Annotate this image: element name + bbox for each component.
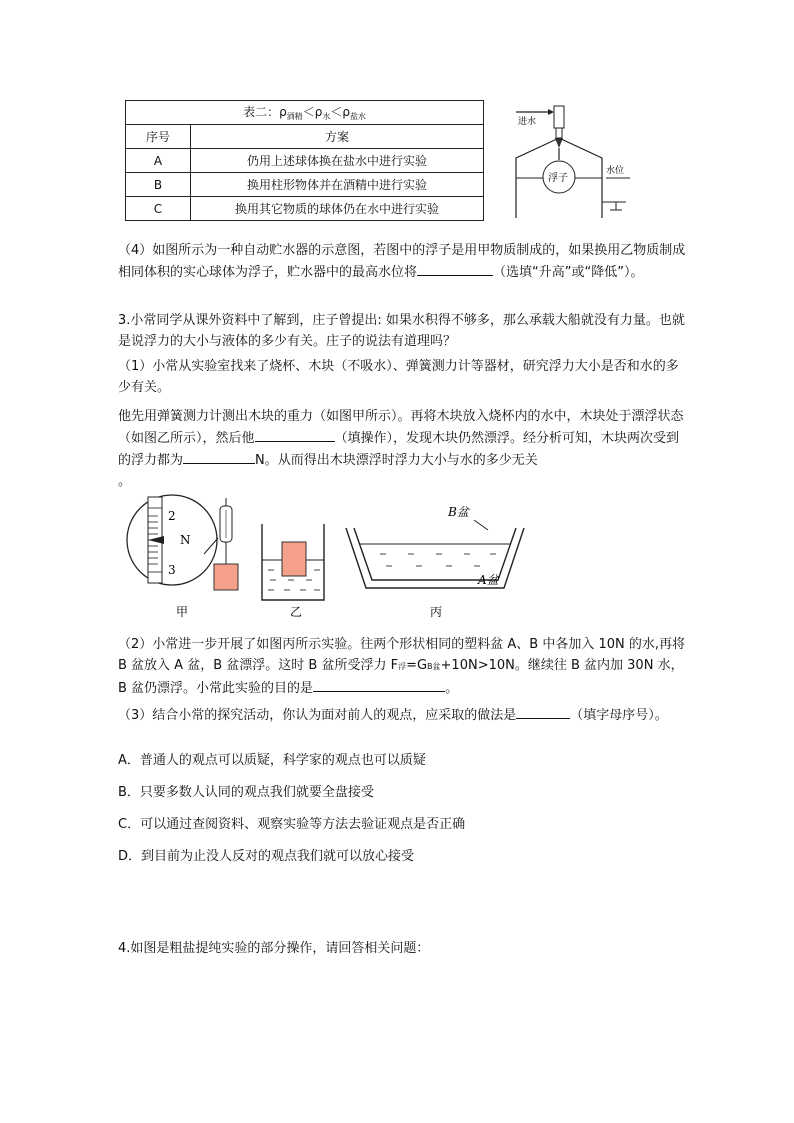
reservoir-diagram: [508, 100, 648, 218]
label-yi: 乙: [290, 605, 303, 619]
purpose-blank[interactable]: [313, 677, 445, 692]
p3c: +10N>10N。继续往 B 盆内加 30N 水，B 盆仍漂浮。小常此实验的目的是: [118, 658, 684, 696]
p2b: （填操作），发现木块仍然漂浮。经分析可知，木块两次受到的浮力都为: [118, 431, 680, 468]
question-3-part-3: [118, 704, 686, 726]
option-a: A．普通人的观点可以质疑，科学家的观点也可以质疑: [118, 753, 426, 768]
question-3-part-1: （1）小常从实验室找来了烧杯、木块（不吸水）、弹簧测力计等器材，研究浮力大小是否和水的多少有关。: [118, 359, 679, 395]
table-header-row: [126, 125, 484, 149]
inlet-label: 进水: [518, 117, 537, 127]
sub-alcohol: 酒精: [286, 112, 303, 121]
label-B-basin: B盆: [448, 505, 469, 519]
float-label: 浮子: [548, 173, 568, 184]
buoyancy-blank[interactable]: [183, 449, 255, 464]
option-b: B．只要多数人认同的观点我们就要全盘接受: [118, 785, 374, 800]
table-row: [126, 173, 484, 197]
water-level-label: 水位: [606, 166, 625, 176]
tick-3: 3: [168, 563, 176, 577]
figure-jia: [127, 495, 238, 619]
q4-text: （4）如图所示为一种自动贮水器的示意图，若图中的浮子是用甲物质制成的，如果换用乙物质制成相同体积的实心球体为浮子，贮水器中的最高水位将: [118, 243, 686, 280]
p3d: 。: [445, 681, 459, 696]
row-no: B: [126, 173, 191, 197]
table-2: [125, 100, 484, 221]
sub-brine: 盐水: [349, 112, 366, 121]
p4b: （填字母序号）。: [570, 708, 668, 723]
label-jia: 甲: [176, 605, 189, 619]
table-row: [126, 197, 484, 221]
question-3-part-2: [118, 634, 686, 699]
p2d: 。: [118, 474, 132, 489]
wood-block-yi: [282, 542, 306, 576]
p3a: （2）小常进一步开展了如图丙所示实验。往两个形状相同的塑料盆 A、B 中各加入 10N 的水,再将 B 盆放入 A 盆，B 盆漂浮。这时 B 盆所受浮力 F: [118, 637, 686, 673]
choice-blank[interactable]: [516, 704, 570, 719]
wood-block-jia: [214, 564, 238, 590]
p2c: N。从而得出木块漂浮时浮力大小与水的多少无关: [255, 453, 538, 468]
label-A-basin: A盆: [478, 573, 499, 587]
p3-sub-B: B盆: [427, 662, 441, 671]
question-4-part: [118, 240, 686, 283]
row-no: C: [126, 197, 191, 221]
row-no: A: [126, 149, 191, 173]
sub-water: 水: [322, 112, 331, 121]
figure-bing: [346, 505, 524, 619]
lt-1: ＜ρ: [302, 105, 323, 119]
p3b: =G: [406, 658, 428, 673]
row-plan: 仍用上述球体换在盐水中进行实验: [191, 149, 484, 173]
lt-2: ＜ρ: [330, 105, 350, 119]
label-bing: 丙: [430, 605, 443, 619]
table-row: [126, 149, 484, 173]
question-4: 4.如图是粗盐提纯实验的部分操作，请回答相关问题：: [118, 941, 430, 956]
row-plan: 换用柱形物体并在酒精中进行实验: [191, 173, 484, 197]
row-plan: 换用其它物质的球体仍在水中进行实验: [191, 197, 484, 221]
table-title: [126, 101, 484, 125]
p4a: （3）结合小常的探究活动，你认为面对前人的观点，应采取的做法是: [118, 708, 517, 723]
experiment-figures: [118, 492, 538, 620]
tick-2: 2: [168, 509, 176, 523]
title-prefix: 表二：ρ: [243, 105, 287, 119]
p2a: 他先用弹簧测力计测出木块的重力（如图甲所示）。再将木块放入烧杯内的水中，木块处于漂浮状态（如图乙所示），然后他: [118, 409, 684, 446]
operation-blank[interactable]: [255, 427, 335, 442]
option-c: C．可以通过查阅资料、观察实验等方法去验证观点是否正确: [118, 817, 466, 832]
col-plan: 方案: [191, 125, 484, 149]
col-no: 序号: [126, 125, 191, 149]
question-3-intro: 3.小常同学从课外资料中了解到，庄子曾提出: 如果水积得不够多，那么承载大船就没有力量。也就是说浮力的大小与液体的多少有关。庄子的说法有道理吗？: [118, 313, 685, 349]
answer-blank[interactable]: [417, 261, 493, 276]
p3-sub-float: 浮: [398, 662, 407, 671]
unit-N: N: [180, 533, 191, 547]
option-d: D．到目前为止没人反对的观点我们就可以放心接受: [118, 849, 415, 864]
question-3-procedure: [118, 406, 686, 492]
q4-tail: （选填“升高”或“降低”）。: [493, 265, 644, 280]
figure-yi: [262, 524, 324, 619]
